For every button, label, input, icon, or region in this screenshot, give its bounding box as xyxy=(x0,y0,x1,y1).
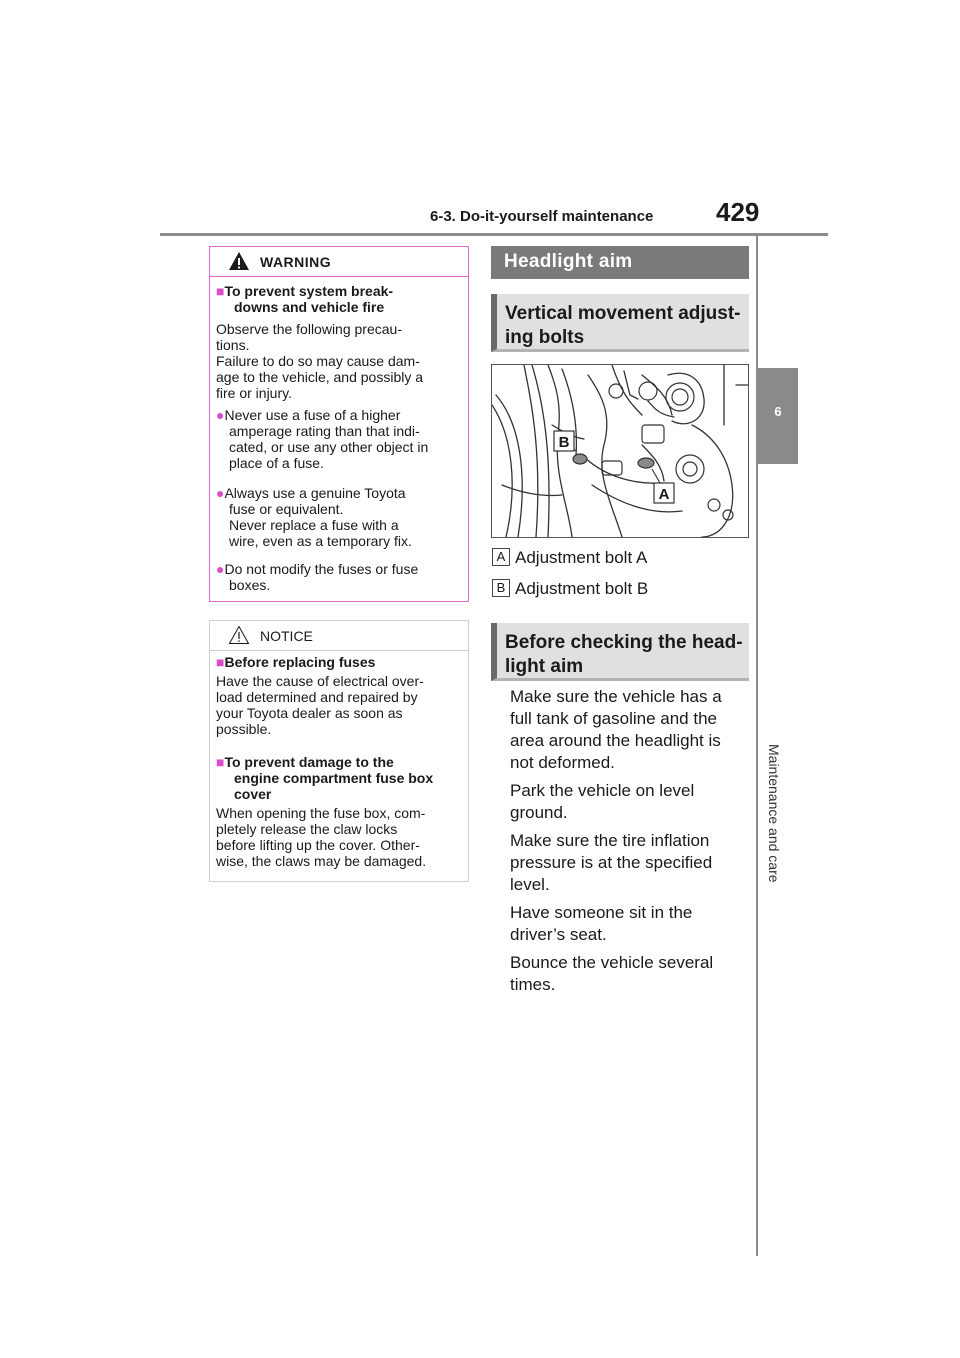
notice-item: ■Before replacing fuses Have the cause of electrical over- load determined and repaired by your Toyota dealer as soon as possible. xyxy=(216,654,424,737)
list-item: Make sure the vehicle has a full tank of gasoline and the area around the headlight is not deformed. xyxy=(510,687,722,772)
page-number: 429 xyxy=(716,197,760,227)
callout-b-label: B xyxy=(558,434,570,451)
warning-triangle-icon xyxy=(228,251,250,271)
circle-bullet-icon: ● xyxy=(216,561,225,577)
engine-bay-illustration xyxy=(491,364,749,538)
subheading-adjusting-bolts: Vertical movement adjust- ing bolts xyxy=(491,294,749,352)
list-item: Park the vehicle on level ground. xyxy=(510,781,695,822)
warning-header xyxy=(210,247,468,277)
chapter-title: Maintenance and care xyxy=(766,744,782,883)
square-bullet-icon: ■ xyxy=(216,283,225,299)
warning-intro: Observe the following precau- tions. Failure to do so may cause dam- age to the vehicle, and possibly a fire or injury. xyxy=(216,321,424,401)
list-item: Have someone sit in the driver’s seat. xyxy=(510,903,693,944)
warning-bullet: ●Always use a genuine Toyota fuse or equivalent. Never replace a fuse with a wire, even as a temporary fix. xyxy=(216,485,412,549)
callout-a-label: A xyxy=(658,486,670,503)
warning-box xyxy=(209,246,469,602)
circle-bullet-icon: ● xyxy=(216,407,225,423)
legend-key-b: B xyxy=(492,579,510,597)
section-heading: Headlight aim xyxy=(491,246,749,279)
chapter-number: 6 xyxy=(774,404,782,419)
legend-text-a: Adjustment bolt A xyxy=(515,548,648,567)
chapter-title-vertical xyxy=(766,744,788,914)
square-bullet-icon: ■ xyxy=(216,654,225,670)
list-item: Make sure the tire inflation pressure is at the specified level. xyxy=(510,831,713,894)
section-title: 6-3. Do-it-yourself maintenance xyxy=(430,208,654,225)
square-bullet-icon: ■ xyxy=(216,754,225,770)
warning-bullet: ●Never use a fuse of a higher amperage rating than that indi- cated, or use any other object in place of a fuse. xyxy=(216,407,429,471)
legend-text-b: Adjustment bolt B xyxy=(515,579,649,598)
engine-illustration-drawing xyxy=(492,365,748,537)
notice-item: ■To prevent damage to the engine compartment fuse box cover When opening the fuse box, com- pletely release the claw locks before lifting up the cover. Other- wise, the claws may be damaged. xyxy=(216,754,434,869)
notice-box xyxy=(209,620,469,882)
circle-bullet-icon: ● xyxy=(216,485,225,501)
legend-key-a: A xyxy=(492,548,510,566)
notice-title: NOTICE xyxy=(260,628,313,644)
subheading-before-checking: Before checking the head- light aim xyxy=(491,623,749,681)
warning-heading: ■To prevent system break- downs and vehicle fire xyxy=(216,283,394,315)
list-item: Bounce the vehicle several times. xyxy=(510,953,714,994)
warning-title: WARNING xyxy=(260,254,332,270)
caution-triangle-icon xyxy=(228,625,250,645)
header-rule xyxy=(160,233,828,236)
warning-bullet: ●Do not modify the fuses or fuse boxes. xyxy=(216,561,419,593)
notice-header xyxy=(210,621,468,651)
